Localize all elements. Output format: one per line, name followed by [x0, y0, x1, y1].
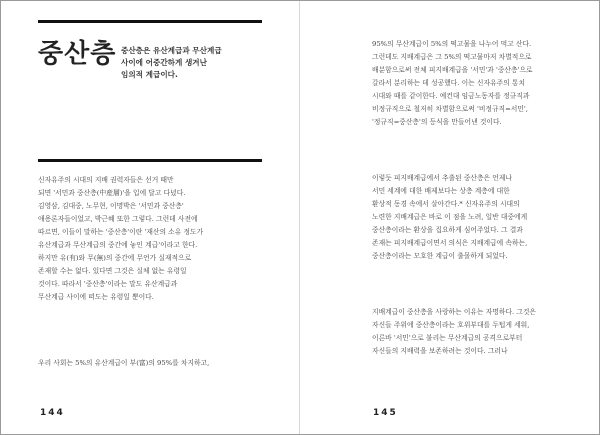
top-rule	[38, 20, 262, 23]
text-line: 환상적 동경 속에서 살아간다.* 신자유주의 시대의	[372, 200, 520, 208]
lead-line: 사이에 어중간하게 생겨난	[121, 58, 207, 67]
text-line: 따르면, 이들이 말하는 '중산층'이란 '재산의 소유 정도가	[38, 228, 204, 236]
text-line: 존재는 피지배계급이면서 의식은 지배계급에 속하는,	[372, 239, 528, 247]
chapter-lead	[121, 45, 271, 81]
text-line: 우리 사회는 5%의 유산계급이 부(富)의 95%를 차지하고,	[38, 359, 210, 367]
text-line: 이렇듯 피지배계급에서 추출된 중산층은 언제나	[372, 174, 512, 182]
text-line: 자신들의 지배력을 보존하려는 것이다. 그러나	[372, 347, 508, 355]
text-line: 노련한 지배계급은 바로 이 점을 노려, 일반 대중에게	[372, 213, 528, 221]
text-line: 시대와 때를 같이한다. 예컨대 임금노동자를 정규직과	[372, 92, 530, 100]
text-line: 김영삼, 김대중, 노무현, 이명박은 '서민과 중산층'	[38, 202, 184, 210]
text-line: 그런데도 지배계급은 그 5%의 떡고물마저 차별적으로	[372, 53, 532, 61]
text-line: 것이다. 따라서 '중산층'이라는 말도 유산계급과	[38, 280, 178, 288]
section-rule	[38, 159, 262, 162]
text-line: 무산계급 사이에 떠도는 유령일 뿐이다.	[38, 293, 154, 301]
body-paragraph-2	[372, 172, 527, 263]
page-number: 145	[373, 408, 398, 418]
lead-line: 중산층은 유산계급과 무산계급	[121, 46, 222, 55]
text-line: 서민 세계에 대한 배제보다는 상층 계층에 대한	[372, 187, 510, 195]
text-line: 중산층이라는 모호한 계급이 출몰하게 되었다.	[372, 252, 508, 260]
text-line: '정규직=중산층'의 등식을 만들어낸 것이다.	[372, 118, 502, 126]
left-page	[1, 1, 300, 434]
lead-line: 임의적 계급이다.	[121, 70, 178, 79]
body-paragraph-1	[372, 38, 533, 129]
text-line: 배분함으로써 전체 피지배계급을 '서민'과 '중산층'으로	[372, 66, 533, 74]
text-line: 자신들 주위에 중산층이라는 호위부대를 두텁게 세워,	[372, 321, 530, 329]
text-line: 애용론자들이었고, 박근혜 또한 그렇다. 그런데 사전에	[38, 215, 198, 223]
text-line: 지배계급이 중산층을 사랑하는 이유는 자명하다. 그것은	[372, 308, 536, 316]
text-line: 비정규직으로 철저히 차별함으로써 '비정규직=서민',	[372, 105, 528, 113]
text-line: 하지만 유(有)와 무(無)의 중간에 무언가 실재적으로	[38, 254, 192, 262]
text-line: 이른바 '서민'으로 불리는 무산계급의 공격으로부터	[372, 334, 523, 342]
text-line: 95%의 무산계급이 5%의 떡고물을 나누어 먹고 산다.	[372, 40, 532, 48]
body-paragraph-2	[38, 357, 209, 370]
text-line: 유산계급과 무산계급의 중간에 놓인 계급'이라고 한다.	[38, 241, 198, 249]
page-number: 144	[40, 408, 65, 418]
text-line: 신자유주의 시대의 지배 권력자들은 선거 때만	[38, 176, 174, 184]
body-paragraph-1	[38, 174, 203, 304]
body-paragraph-3	[372, 306, 536, 358]
text-line: 갈라서 분리하는 데 성공했다. 이는 신자유주의 통치	[372, 79, 526, 87]
text-line: 존재할 수는 없다. 있다면 그것은 실체 없는 유령일	[38, 267, 187, 275]
text-line: 중산층이라는 환상을 집요하게 심어주었다. 그 결과	[372, 226, 523, 234]
right-page	[300, 1, 599, 434]
chapter-title: 중산층	[38, 39, 117, 69]
text-line: 되면 '서민과 중산층(中産層)'을 입에 달고 다녔다.	[38, 189, 186, 197]
